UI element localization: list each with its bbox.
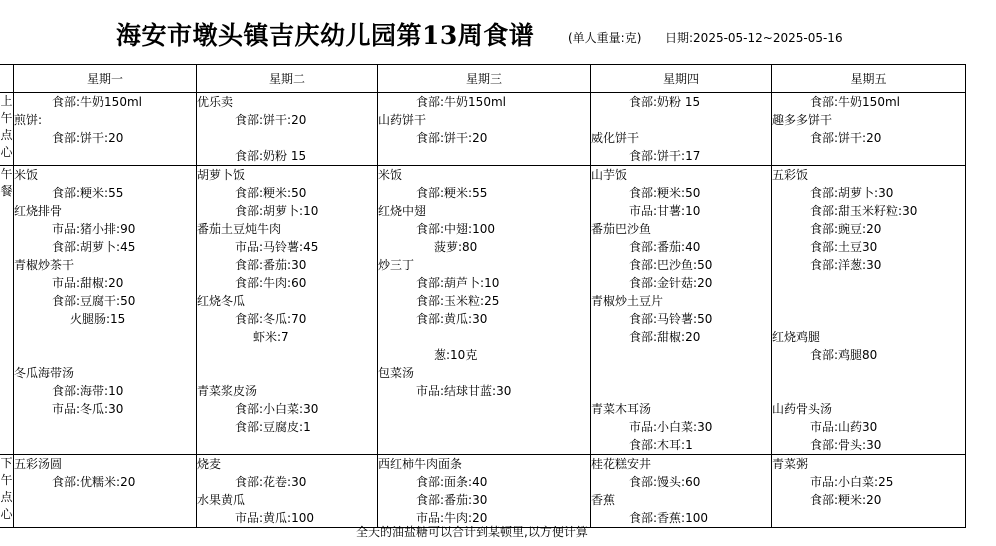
ingredient-line: 食部:奶粉 15 [629, 95, 701, 109]
pm-cell-wed [378, 455, 591, 528]
dish-name: 烧麦 [197, 457, 222, 471]
ingredient-line: 市品:甘薯:10 [629, 204, 701, 218]
section-label: 午 餐 [0, 167, 13, 198]
ingredient-line: 市品:牛肉:20 [416, 511, 488, 525]
pm-snack-row [0, 455, 966, 528]
ingredient-line: 食部:胡萝卜:30 [810, 186, 894, 200]
section-label: 上 午 点 心 [0, 94, 13, 159]
dish-name: 青菜粥 [772, 457, 809, 471]
ingredient-line: 食部:牛奶150ml [416, 95, 506, 109]
dish-name: 胡萝卜饭 [197, 168, 246, 182]
ingredient-line: 市品:冬瓜:30 [52, 402, 124, 416]
dish-name: 米饭 [378, 168, 403, 182]
ingredient-line: 食部:葫芦卜:10 [416, 276, 500, 290]
pm-cell-mon [14, 455, 197, 528]
day-header: 星期二 [197, 65, 378, 93]
ingredient-line: 食部:面条:40 [416, 475, 488, 489]
dish-name: 包菜汤 [378, 366, 415, 380]
blank-line [197, 346, 377, 364]
am-cell-mon [14, 93, 197, 166]
dish-name: 红烧鸡腿 [772, 330, 821, 344]
corner-cell [0, 65, 14, 93]
dish-name: 香蕉 [591, 493, 616, 507]
section-label-lunch [0, 166, 14, 455]
dish-name: 威化饼干 [591, 131, 640, 145]
am-cell-fri [772, 93, 966, 166]
am-cell-thu [591, 93, 772, 166]
dish-name: 煎饼: [14, 113, 43, 127]
footer-text: 全天的油盐糖可以合计到某顿里,以方便计算 [356, 525, 588, 539]
lunch-cell-wed [378, 166, 591, 455]
dish-name: 青椒炒土豆片 [591, 294, 664, 308]
blank-line [772, 364, 965, 382]
dish-name: 米饭 [14, 168, 39, 182]
dish-name: 桂花糕安井 [591, 457, 652, 471]
ingredient-line: 食部:洋葱:30 [810, 258, 882, 272]
blank-line [591, 382, 771, 400]
dish-name: 红烧排骨 [14, 204, 63, 218]
dish-name: 优乐卖 [197, 95, 234, 109]
ingredient-line: 市品:山药30 [810, 420, 878, 434]
blank-line [772, 292, 965, 310]
dish-name: 菠萝:80 [434, 240, 478, 254]
ingredient-line: 市品:黄瓜:100 [235, 511, 314, 525]
ingredient-line: 食部:牛肉:60 [235, 276, 307, 290]
pm-cell-fri [772, 455, 966, 528]
ingredient-line: 市品:猪小排:90 [52, 222, 136, 236]
dish-name: 冬瓜海带汤 [14, 366, 75, 380]
ingredient-line: 食部:甜椒:20 [629, 330, 701, 344]
ingredient-line: 食部:甜玉米籽粒:30 [810, 204, 918, 218]
ingredient-line: 食部:饼干:17 [629, 149, 701, 163]
ingredient-line: 食部:鸡腿80 [810, 348, 878, 362]
ingredient-line: 食部:小白菜:30 [235, 402, 319, 416]
am-cell-wed [378, 93, 591, 166]
dish-name: 青菜木耳汤 [591, 402, 652, 416]
ingredient-line: 食部:胡萝卜:45 [52, 240, 136, 254]
blank-line [14, 328, 196, 346]
section-label: 下 午 点 心 [0, 456, 13, 521]
menu-table [0, 64, 966, 528]
blank-line [14, 346, 196, 364]
ingredient-line: 食部:胡萝卜:10 [235, 204, 319, 218]
section-label-pm [0, 455, 14, 528]
am-snack-row [0, 93, 966, 166]
ingredient-line: 食部:粳米:20 [810, 493, 882, 507]
page-title: 海安市墩头镇吉庆幼儿园第13周食谱 [116, 21, 535, 50]
day-header: 星期四 [591, 65, 772, 93]
ingredient-line: 食部:番茄:40 [629, 240, 701, 254]
section-label-am [0, 93, 14, 166]
ingredient-line: 食部:豆腐皮:1 [235, 420, 311, 434]
ingredient-line: 食部:木耳:1 [629, 438, 693, 452]
ingredient-line: 食部:中翅:100 [416, 222, 495, 236]
dish-name: 火腿肠:15 [70, 312, 126, 326]
ingredient-line: 市品:结球甘蓝:30 [416, 384, 512, 398]
ingredient-line: 食部:番茄:30 [416, 493, 488, 507]
dish-name: 葱:10克 [434, 348, 478, 362]
ingredient-line: 食部:饼干:20 [810, 131, 882, 145]
dish-name: 西红柿牛肉面条 [378, 457, 463, 471]
dish-name: 番茄土豆炖牛肉 [197, 222, 282, 236]
dish-name: 趣多多饼干 [772, 113, 833, 127]
ingredient-line: 食部:饼干:20 [52, 131, 124, 145]
dish-name: 红烧中翅 [378, 204, 427, 218]
lunch-cell-fri [772, 166, 966, 455]
date-range: 日期:2025-05-12~2025-05-16 [665, 31, 843, 45]
dish-name: 红烧冬瓜 [197, 294, 246, 308]
dish-name: 番茄巴沙鱼 [591, 222, 652, 236]
ingredient-line: 食部:豆腐干:50 [52, 294, 136, 308]
dish-name: 山药饼干 [378, 113, 427, 127]
ingredient-line: 食部:金针菇:20 [629, 276, 713, 290]
unit-note: (单人重量:克) [568, 31, 642, 45]
dish-name: 五彩饭 [772, 168, 809, 182]
lunch-row [0, 166, 966, 455]
ingredient-line: 食部:粳米:55 [416, 186, 488, 200]
ingredient-line: 食部:牛奶150ml [52, 95, 142, 109]
ingredient-line: 食部:饼干:20 [235, 113, 307, 127]
blank-line [197, 364, 377, 382]
ingredient-line: 食部:饼干:20 [416, 131, 488, 145]
ingredient-line: 食部:骨头:30 [810, 438, 882, 452]
ingredient-line: 食部:粳米:55 [52, 186, 124, 200]
day-header: 星期一 [14, 65, 197, 93]
header [0, 14, 996, 54]
ingredient-line: 食部:巴沙鱼:50 [629, 258, 713, 272]
dish-name: 五彩汤圆 [14, 457, 63, 471]
lunch-cell-tue [197, 166, 378, 455]
dish-name: 炒三丁 [378, 258, 415, 272]
dish-name: 青椒炒茶干 [14, 258, 75, 272]
ingredient-line: 市品:马铃薯:45 [235, 240, 319, 254]
ingredient-line: 食部:香蕉:100 [629, 511, 708, 525]
ingredient-line: 食部:黄瓜:30 [416, 312, 488, 326]
ingredient-line: 食部:马铃薯:50 [629, 312, 713, 326]
ingredient-line: 食部:粳米:50 [235, 186, 307, 200]
day-header: 星期五 [772, 65, 966, 93]
lunch-cell-mon [14, 166, 197, 455]
day-header-row [0, 65, 966, 93]
dish-name: 山药骨头汤 [772, 402, 833, 416]
ingredient-line: 食部:海带:10 [52, 384, 124, 398]
ingredient-line: 市品:甜椒:20 [52, 276, 124, 290]
ingredient-line: 食部:奶粉 15 [235, 149, 307, 163]
blank-line [197, 129, 377, 147]
ingredient-line: 食部:土豆30 [810, 240, 878, 254]
ingredient-line: 食部:番茄:30 [235, 258, 307, 272]
blank-line [772, 274, 965, 292]
pm-cell-thu [591, 455, 772, 528]
ingredient-line: 食部:牛奶150ml [810, 95, 900, 109]
am-cell-tue [197, 93, 378, 166]
dish-name: 山芋饭 [591, 168, 628, 182]
dish-name: 虾米:7 [253, 330, 289, 344]
blank-line [378, 328, 590, 346]
blank-line [591, 111, 771, 129]
ingredient-line: 食部:玉米粒:25 [416, 294, 500, 308]
pm-cell-tue [197, 455, 378, 528]
blank-line [591, 364, 771, 382]
lunch-cell-thu [591, 166, 772, 455]
blank-line [591, 346, 771, 364]
ingredient-line: 食部:花卷:30 [235, 475, 307, 489]
ingredient-line: 市品:小白菜:25 [810, 475, 894, 489]
dish-name: 水果黄瓜 [197, 493, 246, 507]
ingredient-line: 食部:优糯米:20 [52, 475, 136, 489]
ingredient-line: 食部:冬瓜:70 [235, 312, 307, 326]
ingredient-line: 市品:小白菜:30 [629, 420, 713, 434]
blank-line [772, 310, 965, 328]
ingredient-line: 食部:粳米:50 [629, 186, 701, 200]
ingredient-line: 食部:豌豆:20 [810, 222, 882, 236]
ingredient-line: 食部:馒头:60 [629, 475, 701, 489]
dish-name: 青菜浆皮汤 [197, 384, 258, 398]
day-header: 星期三 [378, 65, 591, 93]
blank-line [772, 382, 965, 400]
